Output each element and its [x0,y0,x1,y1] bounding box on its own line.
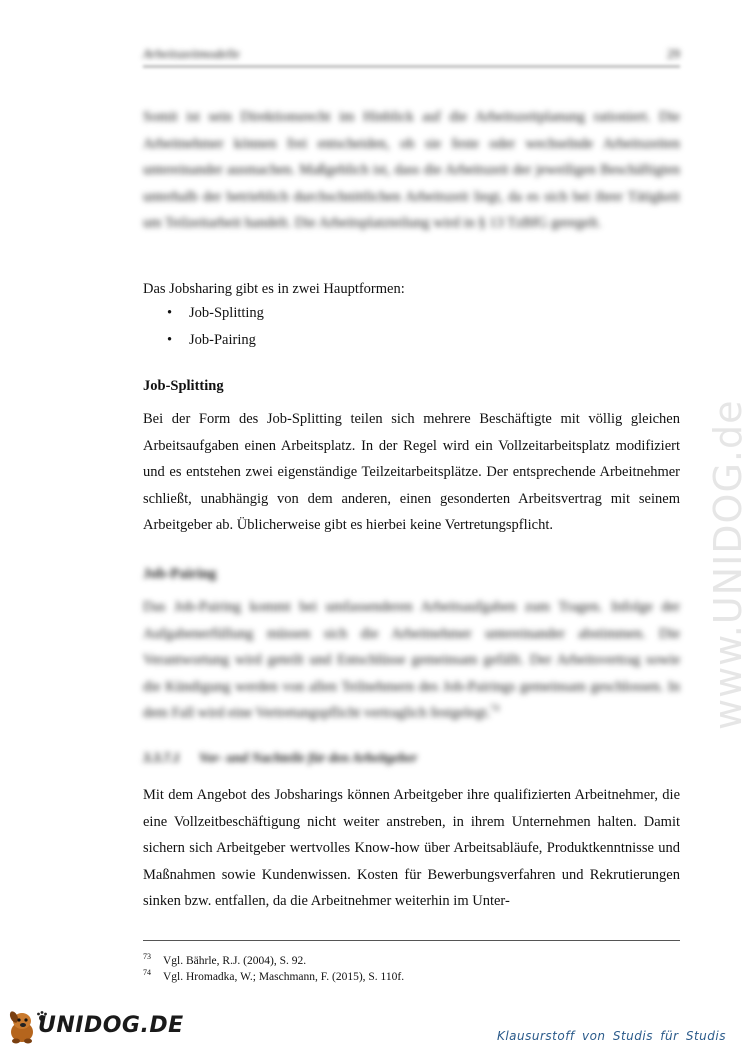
subsection-title: Vor- und Nachteile für den Arbeitgeber [199,750,418,765]
bullet-icon: • [167,305,173,321]
header-section-title: Arbeitszeitmodelle [143,46,240,61]
paragraph-job-pairing-text: Das Job-Pairing kommt bei umfassenderen Arbeitsaufgaben zum Tragen. Infolge der Aufgabenerfüllung müssen sich die Arbeitnehmer untereinander abstimmen. Die Verantwortung wird geteilt und Entschlüsse gemeinsam gefällt. Der Arbeitsvertrag sowie die Kündigung werden von allen Teilnehmern des Job-Pairings gemeinsam geschlossen. In dem Fall wird eine Vertretungspflicht vertraglich festgelegt. [143,599,680,721]
footnote-divider [143,940,680,941]
paragraph-job-pairing [143,594,680,727]
heading-job-pairing: Job-Pairing [143,566,217,582]
subsection-number: 3.3.7.1 [143,750,181,765]
paragraph-blurred-intro: Somit ist sein Direktionsrecht im Hinblick auf die Arbeitszeitplanung rationiert. Die Arbeitnehmer können frei entscheiden, ob sie feste oder wechselnde Arbeitszeiten untereinander ausmachen. Maßgeblich ist, dass die Arbeitszeit der jeweiligen Beschäftigten unterhalb der betrieblich durchschnittlichen Arbeitszeit liegt, da es sich bei ihrer Tätigkeit um Teilzeitarbeit handelt. Die Arbeitsplatzteilung wird in § 13 TzBfG geregelt. [143,109,680,231]
logo-text: UNIDOG.DE [38,1013,184,1038]
footnote-number: 74 [143,968,151,977]
footnote-74 [143,969,680,985]
footnote-73 [143,953,680,969]
footnotes [143,953,680,985]
bullet-label: Job-Pairing [189,332,256,348]
bullet-label: Job-Splitting [189,305,264,321]
subsection-heading [143,750,680,766]
heading-job-splitting: Job-Splitting [143,378,224,394]
footnote-text: Vgl. Hromadka, W.; Maschmann, F. (2015), S. 110f. [163,971,405,983]
watermark: www.UNIDOG.de [706,399,750,730]
paragraph-job-splitting: Bei der Form des Job-Splitting teilen sich mehrere Beschäftigte mit völlig gleichen Arbeitsaufgaben einen Arbeitsplatz. In der Regel wird ein Vollzeitarbeitsplatz modifiziert und es entstehen zwei eigenständige Teilzeitarbeitsplätze. Der entsprechende Arbeitnehmer schließt, unabhängig von dem anderen, einen gesonderten Arbeitsvertrag mit seinem Arbeitgeber ab. Üblicherweise gibt es hierbei keine Vertretungspflicht. [143,411,680,533]
header-divider [143,66,680,67]
paragraph-vorteile: Mit dem Angebot des Jobsharings können Arbeitgeber ihre qualifizierten Arbeitnehmer, die eine Vollzeitbeschäftigung nicht weiter anstreben, in ihrem Unternehmen halten. Damit sichern sich Arbeitgeber wertvolles Know-how über Arbeitsabläufe, Produktkenntnisse und Maßnahmen sowie Kundenwissen. Kosten für Bewerbungsverfahren und Rekrutierungen sinken bzw. entfallen, da die Arbeitnehmer weiterhin im Unter- [143,787,680,909]
bullet-icon: • [167,332,173,348]
footnote-number: 73 [143,952,151,961]
dog-icon [6,1008,40,1046]
footnote-text: Vgl. Bährle, R.J. (2004), S. 92. [163,955,307,967]
list-item [143,300,680,327]
header-page-number: 29 [667,46,680,61]
tagline: Klausurstoff von Studis für Studis [496,1029,726,1043]
running-header [143,46,680,66]
bullet-list [143,300,680,354]
paragraph-jobsharing-intro: Das Jobsharing gibt es in zwei Hauptformen: [143,281,405,297]
list-item [143,327,680,354]
unidog-logo [6,1008,184,1048]
footnote-ref: 74 [490,703,500,714]
